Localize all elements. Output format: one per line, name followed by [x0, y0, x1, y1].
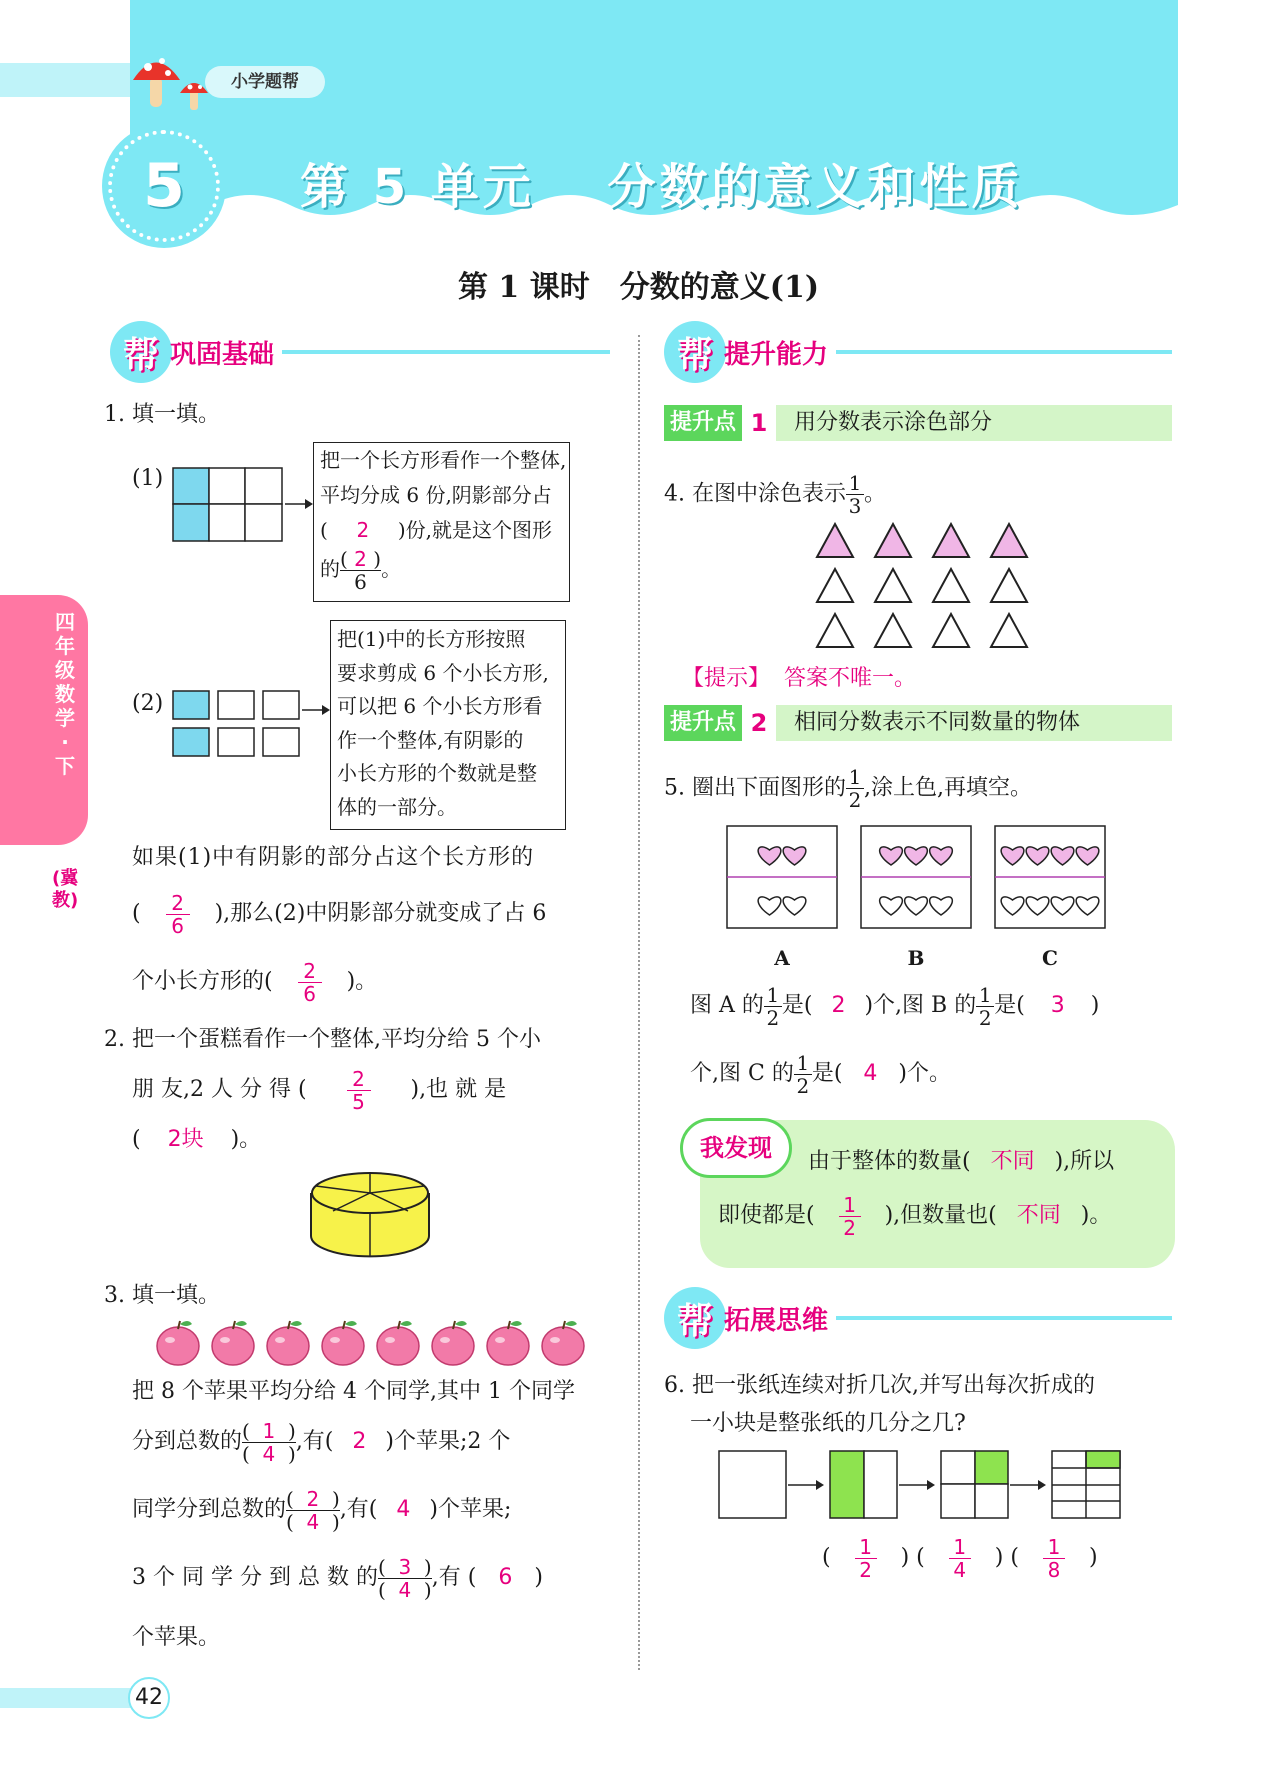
arrow-icon	[285, 498, 313, 510]
point-label: 提升点	[664, 405, 742, 441]
triangle	[991, 569, 1027, 602]
section-line	[836, 1316, 1172, 1320]
discover-line1: 由于整体的数量( 不同 ),所以	[808, 1149, 1115, 1174]
q3-line4: 3 个 同 学 分 到 总 数 的 $\frac{( 3 )}{( 4 )}$ ,有 ( 6 )	[132, 1550, 543, 1606]
q5-text: 5. 圈出下面图形的 $\frac{1}{2}$ ,涂上色,再填空。	[664, 765, 1032, 812]
q1-part2-label: (2)	[132, 691, 164, 716]
apple-icon	[157, 1321, 199, 1365]
q1-text-line1: 如果(1)中有阴影的部分占这个长方形的	[132, 845, 535, 870]
q3-fraction-2: $\frac{( 2 )}{( 4 )}$	[286, 1486, 340, 1534]
q5-line2: 个,图 C 的 $\frac{1}{2}$ 是( 4 )个。	[690, 1046, 951, 1102]
point-desc: 相同分数表示不同数量的物体	[776, 705, 1172, 741]
section-header-improve	[664, 322, 1172, 382]
q1-answer-b: $\frac{2}{6}$	[280, 960, 340, 1005]
q3-label: 3. 填一填。	[104, 1283, 220, 1308]
arrow-icon	[302, 704, 330, 716]
discover-answer-fraction: $\frac{1}{2}$	[815, 1194, 885, 1239]
triangle	[875, 569, 911, 602]
point-number: 1	[742, 405, 776, 441]
triangle	[933, 569, 969, 602]
point-label: 提升点	[664, 705, 742, 741]
point-number: 2	[742, 705, 776, 741]
apple-icon	[322, 1321, 364, 1365]
page-number: 42	[128, 1677, 170, 1719]
section-line	[836, 350, 1172, 354]
note-line: 的 $\frac{( 2 )}{6}$ 。	[320, 547, 402, 594]
section-bang-badge: 帮	[664, 321, 726, 383]
hint	[682, 665, 916, 693]
section-header-expand	[664, 1288, 1172, 1348]
note-line: 把(1)中的长方形按照	[337, 627, 526, 651]
lesson-title: 第 1 课时 分数的意义(1)	[457, 270, 820, 305]
q1-part1-note	[313, 442, 570, 602]
discover-answer-1: 不同	[990, 1149, 1035, 1174]
brand-label: 小学题帮	[205, 66, 325, 98]
q2-answer-fraction: $\frac{2}{5}$	[314, 1068, 404, 1113]
q1-part2-note	[330, 620, 566, 830]
apple-icon	[487, 1321, 529, 1365]
q1-answer-fraction: $\frac{( 2 )}{6}$	[340, 547, 382, 594]
apple-icon	[432, 1321, 474, 1365]
section-title: 提升能力	[724, 339, 829, 370]
q5-answer-c: 4	[863, 1061, 878, 1086]
q3-fraction-3: $\frac{( 3 )}{( 4 )}$	[377, 1554, 432, 1602]
q3-line1: 把 8 个苹果平均分给 4 个同学,其中 1 个同学	[132, 1379, 575, 1404]
heart-figure	[995, 826, 1105, 970]
section-line	[282, 350, 610, 354]
triangle	[817, 569, 853, 602]
q3-fraction-1: $\frac{( 1 )}{( 4 )}$	[242, 1418, 296, 1466]
apple-icon	[212, 1321, 254, 1365]
q3-answer-1: 2	[352, 1429, 367, 1454]
apple-icon	[542, 1321, 584, 1365]
q3-answer-3: 6	[498, 1565, 513, 1590]
q1-answer-a: $\frac{2}{6}$	[148, 892, 208, 937]
section-title: 拓展思维	[724, 1305, 829, 1336]
heart-figure	[861, 826, 971, 970]
hint-label: 【提示】	[682, 666, 771, 691]
section-header-basics	[110, 322, 610, 382]
shaded-triangle	[817, 524, 853, 557]
discover-line2: 即使都是( $\frac{1}{2}$ ),但数量也( 不同 )。	[718, 1188, 1111, 1244]
q5-line1: 图 A 的 $\frac{1}{2}$ 是( 2 )个,图 B 的 $\frac{1}{2}$ 是( 3 )	[690, 978, 1099, 1034]
page-number-strip	[0, 1688, 135, 1708]
shaded-triangle	[991, 524, 1027, 557]
hint-text: 答案不唯一。	[784, 666, 917, 691]
apple-icon	[267, 1321, 309, 1365]
q6-answer-3: $\frac{1}{8}$	[1019, 1536, 1089, 1581]
q4-text: 4. 在图中涂色表示 $\frac{1}{3}$ 。	[664, 471, 886, 518]
q1-text-line2: ( $\frac{2}{6}$ ),那么(2)中阴影部分就变成了占 6	[132, 890, 547, 938]
header-left-strip	[0, 63, 140, 97]
q1-part1-label: (1)	[132, 466, 164, 491]
side-tab-edition: (冀教)	[52, 868, 79, 911]
discover-answer-2: 不同	[1016, 1203, 1061, 1228]
q3-answer-2: 4	[396, 1497, 411, 1522]
figure-label: C	[1042, 946, 1058, 970]
apple-icon	[377, 1321, 419, 1365]
triangle	[817, 614, 853, 647]
figure-label: B	[907, 946, 925, 970]
triangles-grid	[815, 522, 1045, 652]
note-line: 作一个整体,有阴影的	[337, 727, 524, 752]
discover-badge: 我发现	[680, 1118, 792, 1178]
column-divider	[638, 335, 640, 1670]
triangle	[991, 614, 1027, 647]
note-line: 可以把 6 个小长方形看	[337, 694, 543, 718]
q5-answer-b: 3	[1050, 993, 1065, 1018]
q1-text-line3: 个小长方形的( $\frac{2}{6}$ )。	[132, 958, 378, 1006]
shaded-triangle	[933, 524, 969, 557]
q3-line3: 同学分到总数的 $\frac{( 2 )}{( 4 )}$ ,有( 4 )个苹果;	[132, 1482, 511, 1538]
q4-fraction: $\frac{1}{3}$	[846, 472, 864, 517]
shaded-triangle	[875, 524, 911, 557]
heart-figure	[727, 826, 837, 970]
side-tab-grade: 四年级数学·下	[55, 610, 75, 778]
q2-answer-pieces: 2块	[167, 1127, 204, 1152]
unit-title: 第 5 单元 分数的意义和性质	[300, 159, 1024, 215]
section-bang-badge: 帮	[664, 1287, 726, 1349]
q1-label: 1. 填一填。	[104, 402, 220, 427]
section-title: 巩固基础	[170, 339, 275, 370]
unit-number: 5	[143, 151, 185, 221]
cake-icon	[308, 1168, 432, 1260]
q1-small-rectangles	[172, 690, 302, 758]
note-line: 把一个长方形看作一个整体,	[320, 448, 567, 472]
note-line: ( 2 )份,就是这个图形	[320, 513, 563, 548]
figure-label: A	[774, 946, 790, 970]
improve-point-2	[664, 705, 1172, 741]
apples-icon	[154, 1318, 594, 1368]
point-desc: 用分数表示涂色部分	[776, 405, 1172, 441]
q6-answer-2: $\frac{1}{4}$	[925, 1536, 995, 1581]
q2-line2: 朋 友,2 人 分 得 ( $\frac{2}{5}$ ),也 就 是	[132, 1066, 507, 1114]
q3-line5: 个苹果。	[132, 1625, 221, 1650]
q1-rectangle-grid	[172, 467, 284, 543]
unit-number-badge	[108, 130, 220, 242]
q5-fraction: $\frac{1}{2}$	[846, 766, 864, 811]
apple-row	[154, 1318, 594, 1368]
q5-answer-a: 2	[831, 993, 846, 1018]
note-line: 要求剪成 6 个小长方形,	[337, 660, 549, 685]
hearts-figures	[726, 825, 1136, 970]
note-line: 体的一部分。	[337, 794, 457, 819]
q2-line1: 2. 把一个蛋糕看作一个整体,平均分给 5 个小	[104, 1027, 541, 1052]
q6-line2: 一小块是整张纸的几分之几?	[690, 1411, 966, 1436]
q1-answer-count: 2	[356, 518, 370, 542]
q6-line1: 6. 把一张纸连续对折几次,并写出每次折成的	[664, 1373, 1095, 1398]
improve-point-1	[664, 405, 1172, 441]
q6-answers: ( $\frac{1}{2}$ ) ( $\frac{1}{4}$ ) ( $\frac{1}{8}$ )	[822, 1534, 1098, 1582]
q2-line3: ( 2块 )。	[132, 1127, 262, 1152]
paper-folding-figures	[718, 1450, 1138, 1522]
q3-line2: 分到总数的 $\frac{( 1 )}{( 4 )}$ ,有( 2 )个苹果;2 个	[132, 1414, 510, 1470]
note-line: 平均分成 6 份,阴影部分占	[320, 483, 552, 507]
triangle	[875, 614, 911, 647]
triangle	[933, 614, 969, 647]
section-bang-badge: 帮	[110, 321, 172, 383]
q6-answer-1: $\frac{1}{2}$	[831, 1536, 901, 1581]
note-line: 小长方形的个数就是整	[337, 761, 537, 785]
